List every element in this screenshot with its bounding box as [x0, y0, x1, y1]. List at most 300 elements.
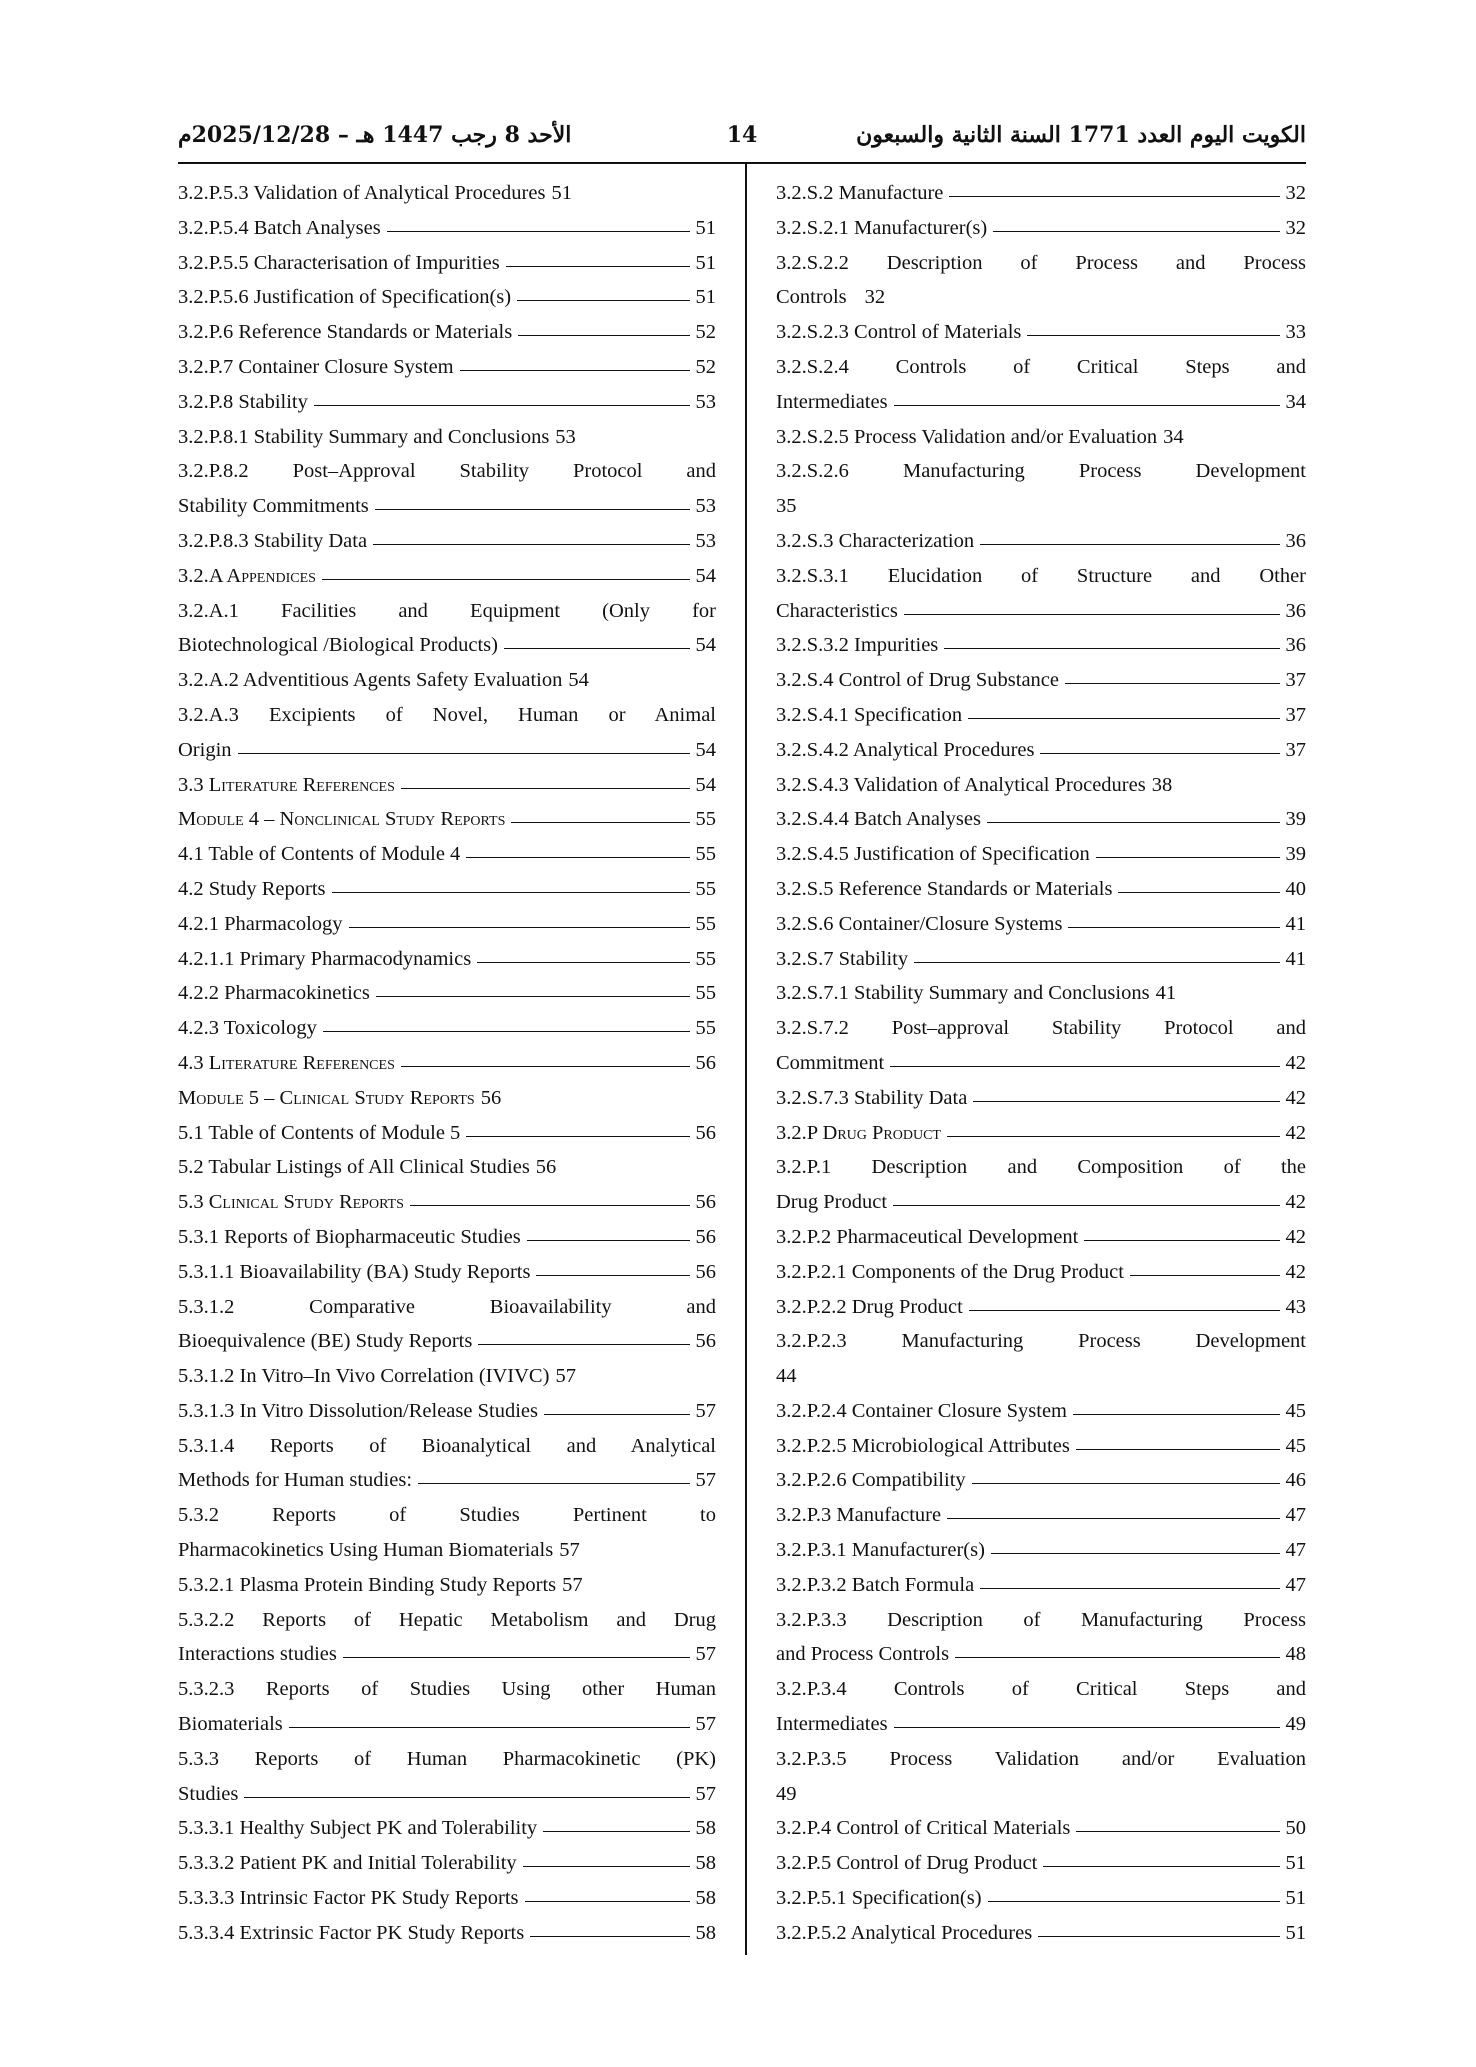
toc-entry-title: 3.2.P Drug Product	[776, 1121, 941, 1144]
toc-page-number: 57	[695, 1399, 716, 1422]
toc-entry[interactable]	[776, 872, 1306, 907]
toc-entry[interactable]	[178, 1185, 716, 1220]
toc-entry[interactable]	[178, 1846, 716, 1881]
toc-entry[interactable]	[178, 1394, 716, 1429]
toc-entry[interactable]	[178, 698, 716, 768]
toc-leader-line	[904, 614, 1280, 615]
toc-entry-title: 3.2.A.2 Adventitious Agents Safety Evaluation	[178, 669, 563, 692]
toc-entry-title: Biotechnological /Biological Products)	[178, 634, 498, 657]
toc-entry[interactable]	[178, 594, 716, 664]
toc-entry[interactable]	[178, 872, 716, 907]
toc-page-number: 42	[1285, 1191, 1306, 1214]
toc-leader-line	[980, 544, 1279, 545]
toc-entry-title: 3.2.P.2.6 Compatibility	[776, 1469, 966, 1492]
toc-entry-title: 3.2.P.2 Pharmaceutical Development	[776, 1225, 1079, 1248]
toc-entry[interactable]	[776, 1881, 1306, 1916]
toc-entry[interactable]	[776, 211, 1306, 246]
toc-entry[interactable]	[178, 802, 716, 837]
toc-entry[interactable]	[178, 942, 716, 977]
toc-entry-title-line2	[776, 594, 1306, 629]
toc-entry[interactable]	[178, 454, 716, 524]
toc-page-number: 53	[695, 390, 716, 413]
toc-leader-line	[527, 1240, 690, 1241]
toc-entry[interactable]	[178, 768, 716, 803]
toc-leader-line	[244, 1797, 689, 1798]
toc-page-number: 54	[695, 634, 716, 657]
toc-page-number: 51	[695, 286, 716, 309]
toc-entry[interactable]	[776, 1742, 1306, 1812]
toc-entry[interactable]	[776, 768, 1306, 803]
toc-entry[interactable]	[776, 628, 1306, 663]
toc-page-number: 42	[1285, 1121, 1306, 1144]
toc-entry-title: 5.3.1.2 In Vitro–In Vivo Correlation (IVIVC)	[178, 1365, 550, 1388]
toc-entry[interactable]	[178, 176, 716, 211]
toc-entry[interactable]	[776, 1533, 1306, 1568]
toc-leader-line	[980, 1588, 1279, 1589]
toc-page-number: 51	[695, 251, 716, 274]
toc-page-number: 58	[695, 1921, 716, 1944]
toc-page-number: 48	[1285, 1643, 1306, 1666]
toc-leader-line	[1068, 927, 1279, 928]
toc-entry-title-line2	[178, 1533, 716, 1568]
toc-entry-title: 4.1 Table of Contents of Module 4	[178, 843, 461, 866]
toc-entry[interactable]	[178, 559, 716, 594]
toc-entry-title: 3.2.S.4.5 Justification of Specification	[776, 843, 1090, 866]
page-number: 14	[726, 122, 758, 148]
toc-entry[interactable]	[178, 1429, 716, 1499]
toc-page-number: 57	[562, 1573, 583, 1596]
toc-entry[interactable]	[776, 942, 1306, 977]
toc-entry[interactable]	[776, 454, 1306, 524]
toc-page-number: 55	[695, 982, 716, 1005]
toc-leader-line	[238, 753, 690, 754]
toc-entry-title: 3.2.S.4.1 Specification	[776, 703, 963, 726]
toc-entry-title: 4.2.1 Pharmacology	[178, 912, 343, 935]
toc-entry[interactable]	[178, 976, 716, 1011]
toc-page-number: 55	[695, 947, 716, 970]
toc-entry-title: 3.2.S.3 Characterization	[776, 529, 975, 552]
toc-entry-title: 3.2.P.2.4 Container Closure System	[776, 1399, 1067, 1422]
toc-page-number: 37	[1285, 669, 1306, 692]
toc-entry[interactable]	[776, 1498, 1306, 1533]
toc-leader-line	[401, 788, 690, 789]
toc-page-number: 34	[1163, 425, 1184, 448]
toc-page-number: 57	[559, 1539, 580, 1562]
toc-page-number: 49	[776, 1782, 797, 1805]
toc-page-number: 51	[1285, 1921, 1306, 1944]
toc-entry-title-line1: 3.2.A.1 Facilities and Equipment (Only for	[178, 599, 716, 622]
toc-entry-title: 5.2 Tabular Listings of All Clinical Studies	[178, 1156, 530, 1179]
toc-entry[interactable]	[776, 1568, 1306, 1603]
toc-entry-title: Methods for Human studies:	[178, 1469, 413, 1492]
toc-page-number: 57	[695, 1643, 716, 1666]
toc-page-number: 39	[1285, 808, 1306, 831]
toc-page-number: 37	[1285, 703, 1306, 726]
toc-entry[interactable]	[776, 907, 1306, 942]
toc-page-number: 56	[695, 1051, 716, 1074]
toc-page-number: 58	[695, 1817, 716, 1840]
toc-entry[interactable]	[776, 315, 1306, 350]
toc-entry-title-line1: 5.3.2 Reports of Studies Pertinent to	[178, 1504, 716, 1527]
toc-entry[interactable]	[178, 1916, 716, 1951]
toc-entry[interactable]	[178, 1498, 716, 1568]
toc-page-number: 57	[695, 1469, 716, 1492]
toc-entry[interactable]	[776, 1220, 1306, 1255]
toc-page-number: 46	[1285, 1469, 1306, 1492]
toc-entry-title: 5.3.1.3 In Vitro Dissolution/Release Studies	[178, 1399, 538, 1422]
toc-entry[interactable]	[178, 280, 716, 315]
toc-page-number: 36	[1285, 634, 1306, 657]
toc-entry[interactable]	[178, 907, 716, 942]
toc-leader-line	[991, 1553, 1280, 1554]
toc-entry[interactable]	[776, 1255, 1306, 1290]
toc-leader-line	[1084, 1240, 1279, 1241]
toc-entry[interactable]	[776, 1429, 1306, 1464]
toc-leader-line	[1076, 1831, 1279, 1832]
toc-page-number: 41	[1285, 912, 1306, 935]
toc-entry[interactable]	[178, 420, 716, 455]
toc-entry-title: 3.2.P.4 Control of Critical Materials	[776, 1817, 1071, 1840]
toc-entry[interactable]	[776, 524, 1306, 559]
toc-entry-title-line2	[178, 1463, 716, 1498]
toc-entry-title-line2	[776, 1637, 1306, 1672]
toc-leader-line	[944, 648, 1279, 649]
toc-entry-title: Module 4 – Nonclinical Study Reports	[178, 808, 506, 831]
toc-entry[interactable]	[178, 315, 716, 350]
toc-page-number: 39	[1285, 843, 1306, 866]
toc-entry-title-line2	[178, 1637, 716, 1672]
toc-leader-line	[544, 1414, 690, 1415]
toc-entry[interactable]	[776, 1672, 1306, 1742]
toc-entry-title-line1: 5.3.2.2 Reports of Hepatic Metabolism and Drug	[178, 1608, 716, 1631]
toc-page-number: 53	[555, 425, 576, 448]
toc-entry[interactable]	[776, 733, 1306, 768]
toc-leader-line	[947, 1518, 1279, 1519]
toc-entry[interactable]	[178, 1359, 716, 1394]
toc-page-number: 55	[695, 808, 716, 831]
toc-page-number: 57	[695, 1713, 716, 1736]
toc-leader-line	[969, 1310, 1280, 1311]
toc-leader-line	[375, 509, 690, 510]
toc-entry[interactable]	[776, 1011, 1306, 1081]
toc-page-number: 51	[1285, 1887, 1306, 1910]
toc-entry[interactable]	[178, 1150, 716, 1185]
toc-page-number: 41	[1285, 947, 1306, 970]
toc-entry-title-line2	[776, 1359, 1306, 1394]
toc-entry-title-line2	[776, 385, 1306, 420]
toc-leader-line	[466, 1136, 689, 1137]
toc-leader-line	[968, 718, 1279, 719]
header-rule	[178, 162, 1306, 164]
toc-right-column	[776, 176, 1306, 1951]
toc-leader-line	[349, 927, 690, 928]
toc-entry-title: 5.3.3.2 Patient PK and Initial Tolerability	[178, 1852, 517, 1875]
toc-entry[interactable]	[776, 663, 1306, 698]
toc-leader-line	[387, 231, 690, 232]
toc-entry-title: Controls	[776, 286, 847, 309]
toc-leader-line	[523, 1866, 690, 1867]
toc-entry[interactable]	[178, 1255, 716, 1290]
toc-entry-title: 3.2.P.2.5 Microbiological Attributes	[776, 1434, 1070, 1457]
toc-entry-title: 4.2.1.1 Primary Pharmacodynamics	[178, 947, 472, 970]
toc-page-number: 55	[695, 1017, 716, 1040]
toc-entry-title-line1: 3.2.P.8.2 Post–Approval Stability Protocol and	[178, 460, 716, 483]
toc-leader-line	[993, 231, 1279, 232]
toc-leader-line	[323, 1031, 690, 1032]
toc-page-number: 37	[1285, 738, 1306, 761]
toc-entry-title: 3.2.P.3.1 Manufacturer(s)	[776, 1539, 985, 1562]
toc-leader-line	[511, 822, 689, 823]
toc-entry[interactable]	[776, 1916, 1306, 1951]
toc-entry-title: 5.3.3.1 Healthy Subject PK and Tolerability	[178, 1817, 538, 1840]
toc-entry-title-line1: 3.2.S.7.2 Post–approval Stability Protocol and	[776, 1017, 1306, 1040]
toc-page-number: 53	[695, 495, 716, 518]
toc-page-number: 47	[1285, 1573, 1306, 1596]
toc-page-number: 42	[1285, 1225, 1306, 1248]
toc-entry[interactable]	[178, 246, 716, 281]
toc-entry[interactable]	[178, 1220, 716, 1255]
toc-leader-line	[1096, 857, 1280, 858]
toc-entry-title: Commitment	[776, 1051, 885, 1074]
toc-leader-line	[460, 370, 690, 371]
toc-entry[interactable]	[178, 1672, 716, 1742]
toc-entry[interactable]	[776, 350, 1306, 420]
toc-entry[interactable]	[776, 1150, 1306, 1220]
toc-entry[interactable]	[178, 1011, 716, 1046]
toc-leader-line	[1073, 1414, 1280, 1415]
header-date: الأحد 8 رجب 1447 هـ – 2025/12/28م	[178, 122, 572, 148]
toc-entry-title: Module 5 – Clinical Study Reports	[178, 1086, 475, 1109]
toc-entry-title: 3.2.S.7 Stability	[776, 947, 909, 970]
toc-page-number: 50	[1285, 1817, 1306, 1840]
toc-entry[interactable]	[178, 350, 716, 385]
toc-page-number: 56	[695, 1330, 716, 1353]
toc-entry-title: 3.2.S.6 Container/Closure Systems	[776, 912, 1063, 935]
toc-page-number: 35	[776, 495, 797, 518]
toc-entry[interactable]	[178, 1290, 716, 1360]
toc-leader-line	[987, 822, 1280, 823]
toc-entry[interactable]	[178, 1568, 716, 1603]
toc-page-number: 41	[1155, 982, 1177, 1005]
toc-entry-title: Drug Product	[776, 1191, 888, 1214]
toc-leader-line	[973, 1101, 1279, 1102]
toc-page-number: 56	[695, 1260, 716, 1283]
toc-page-number: 42	[1285, 1051, 1306, 1074]
toc-entry-title: 5.3 Clinical Study Reports	[178, 1191, 404, 1214]
toc-leader-line	[1027, 335, 1279, 336]
toc-page-number: 56	[695, 1225, 716, 1248]
toc-entry-title-line2	[178, 628, 716, 663]
toc-page-number: 57	[695, 1782, 716, 1805]
toc-leader-line	[478, 1344, 689, 1345]
toc-page-number: 42	[1285, 1086, 1306, 1109]
toc-entry-title: 5.3.1 Reports of Biopharmaceutic Studies	[178, 1225, 521, 1248]
toc-page-number: 45	[1285, 1399, 1306, 1422]
toc-entry-title: Pharmacokinetics Using Human Biomaterials	[178, 1539, 554, 1562]
toc-leader-line	[988, 1901, 1280, 1902]
toc-leader-line	[536, 1275, 689, 1276]
toc-entry-title: Intermediates	[776, 1713, 888, 1736]
toc-entry-title-line1: 3.2.P.2.3 Manufacturing Process Development	[776, 1330, 1306, 1353]
toc-leader-line	[477, 962, 689, 963]
toc-leader-line	[373, 544, 689, 545]
toc-leader-line	[955, 1657, 1279, 1658]
toc-page-number: 47	[1285, 1539, 1306, 1562]
toc-page-number: 56	[695, 1191, 716, 1214]
toc-page-number: 43	[1285, 1295, 1306, 1318]
toc-leader-line	[322, 579, 690, 580]
toc-entry-title: 5.3.3.4 Extrinsic Factor PK Study Reports	[178, 1921, 525, 1944]
toc-entry-title-line2	[776, 1777, 1306, 1812]
toc-page-number: 54	[695, 564, 716, 587]
toc-entry[interactable]	[776, 802, 1306, 837]
toc-entry-title-line2	[776, 1046, 1306, 1081]
toc-page-number: 56	[480, 1086, 502, 1109]
toc-entry[interactable]	[776, 1116, 1306, 1151]
toc-entry-title: 3.2.S.2.3 Control of Materials	[776, 321, 1022, 344]
toc-entry[interactable]	[178, 1116, 716, 1151]
toc-entry[interactable]	[178, 837, 716, 872]
toc-leader-line	[1043, 1866, 1279, 1867]
toc-entry[interactable]	[178, 385, 716, 420]
toc-entry[interactable]	[178, 524, 716, 559]
toc-leader-line	[466, 857, 689, 858]
toc-page-number: 51	[1285, 1852, 1306, 1875]
toc-leader-line	[947, 1136, 1280, 1137]
toc-leader-line	[518, 335, 689, 336]
toc-entry-title: and Process Controls	[776, 1643, 950, 1666]
toc-entry[interactable]	[776, 559, 1306, 629]
toc-page-number: 34	[1285, 390, 1306, 413]
toc-leader-line	[343, 1657, 690, 1658]
toc-entry-title: 3.2.S.2.5 Process Validation and/or Evaluation	[776, 425, 1158, 448]
toc-entry-title: 3.2.P.8.3 Stability Data	[178, 529, 368, 552]
toc-entry[interactable]	[178, 663, 716, 698]
toc-leader-line	[893, 1205, 1279, 1206]
toc-entry-title: Studies	[178, 1782, 239, 1805]
toc-entry-title: 3.2.P.8.1 Stability Summary and Conclusions	[178, 425, 550, 448]
toc-entry-title: 3.2.S.7.1 Stability Summary and Conclusions	[776, 982, 1150, 1005]
toc-leader-line	[401, 1066, 690, 1067]
toc-entry[interactable]	[178, 1742, 716, 1812]
toc-entry-title-line2	[178, 1777, 716, 1812]
toc-entry-title: 3.2.P.5.4 Batch Analyses	[178, 216, 381, 239]
toc-entry[interactable]	[776, 698, 1306, 733]
toc-entry[interactable]	[776, 1290, 1306, 1325]
toc-leader-line	[1076, 1449, 1280, 1450]
toc-entry-title-line2	[178, 1707, 716, 1742]
toc-entry[interactable]	[776, 420, 1306, 455]
toc-entry[interactable]	[776, 837, 1306, 872]
toc-leader-line	[506, 266, 690, 267]
toc-page-number: 54	[695, 773, 716, 796]
toc-page-number: 53	[695, 529, 716, 552]
toc-page-number: 51	[551, 182, 572, 204]
header-publication: الكويت اليوم العدد 1771 السنة الثانية والسبعون	[856, 122, 1306, 148]
column-divider	[745, 163, 747, 1955]
toc-page-number: 55	[695, 912, 716, 935]
toc-entry[interactable]	[178, 1811, 716, 1846]
toc-entry[interactable]	[178, 1081, 716, 1116]
toc-entry-title-line1: 3.2.S.2.4 Controls of Critical Steps and	[776, 355, 1306, 378]
toc-leader-line	[890, 1066, 1279, 1067]
toc-entry-title-line2	[178, 733, 716, 768]
toc-leader-line	[410, 1205, 690, 1206]
toc-entry[interactable]	[776, 1394, 1306, 1429]
toc-page-number: 52	[695, 321, 716, 344]
toc-page-number: 49	[1285, 1713, 1306, 1736]
toc-page-number: 52	[695, 355, 716, 378]
toc-entry[interactable]	[776, 176, 1306, 211]
toc-left-column	[178, 176, 716, 1951]
toc-page-number: 38	[1151, 773, 1173, 796]
toc-leader-line	[949, 196, 1279, 197]
toc-entry[interactable]	[776, 1081, 1306, 1116]
toc-entry[interactable]	[178, 1046, 716, 1081]
toc-entry-title: 3.3 Literature References	[178, 773, 395, 796]
toc-page-number: 51	[695, 216, 716, 239]
toc-entry[interactable]	[776, 1463, 1306, 1498]
toc-entry-title: 3.2.P.5 Control of Drug Product	[776, 1852, 1038, 1875]
toc-entry-title: 3.2.S.7.3 Stability Data	[776, 1086, 968, 1109]
toc-leader-line	[914, 962, 1279, 963]
toc-entry-title: 3.2.S.4.3 Validation of Analytical Procedures	[776, 773, 1146, 796]
toc-entry-title-line1: 3.2.P.3.5 Process Validation and/or Evaluation	[776, 1747, 1306, 1770]
toc-entry[interactable]	[776, 1324, 1306, 1394]
toc-leader-line	[1040, 753, 1279, 754]
toc-entry-title-line2	[776, 489, 1306, 524]
toc-entry-title: 5.3.3.3 Intrinsic Factor PK Study Reports	[178, 1887, 519, 1910]
toc-entry-title: 3.2.P.3.2 Batch Formula	[776, 1573, 975, 1596]
toc-entry[interactable]	[178, 211, 716, 246]
toc-entry-title: 3.2.P.5.6 Justification of Specification(s)	[178, 286, 512, 309]
toc-entry-title-line1: 3.2.P.1 Description and Composition of the	[776, 1156, 1306, 1179]
toc-entry-title: 4.2.2 Pharmacokinetics	[178, 982, 370, 1005]
toc-page-number: 55	[695, 877, 716, 900]
toc-leader-line	[289, 1727, 690, 1728]
toc-page-number: 54	[695, 738, 716, 761]
toc-entry-title-line1: 5.3.3 Reports of Human Pharmacokinetic (PK)	[178, 1747, 716, 1770]
toc-page-number: 44	[776, 1365, 797, 1388]
toc-entry-title-line2	[776, 280, 1306, 315]
toc-entry[interactable]	[776, 976, 1306, 1011]
toc-entry[interactable]	[776, 246, 1306, 316]
toc-entry-title: 3.2.P.5.5 Characterisation of Impurities	[178, 251, 500, 274]
toc-entry-title: 3.2.P.2.1 Components of the Drug Product	[776, 1260, 1124, 1283]
toc-entry[interactable]	[178, 1603, 716, 1673]
toc-leader-line	[418, 1483, 689, 1484]
toc-page-number: 36	[1285, 529, 1306, 552]
toc-leader-line	[530, 1936, 689, 1937]
toc-leader-line	[543, 1831, 689, 1832]
toc-entry-title: Intermediates	[776, 390, 888, 413]
toc-page-number: 58	[695, 1852, 716, 1875]
toc-leader-line	[894, 1727, 1280, 1728]
toc-entry[interactable]	[178, 1881, 716, 1916]
toc-entry[interactable]	[776, 1811, 1306, 1846]
toc-entry-title-line1: 3.2.A.3 Excipients of Novel, Human or Animal	[178, 703, 716, 726]
page-header	[178, 122, 1306, 162]
toc-entry-title: Bioequivalence (BE) Study Reports	[178, 1330, 473, 1353]
toc-page-number: 47	[1285, 1504, 1306, 1527]
toc-entry[interactable]	[776, 1846, 1306, 1881]
toc-entry-title: 3.2.S.3.2 Impurities	[776, 634, 939, 657]
toc-entry[interactable]	[776, 1603, 1306, 1673]
toc-leader-line	[894, 405, 1280, 406]
toc-page-number: 57	[555, 1365, 576, 1388]
toc-entry-title: 3.2.P.7 Container Closure System	[178, 355, 454, 378]
toc-entry-title-line2	[178, 489, 716, 524]
